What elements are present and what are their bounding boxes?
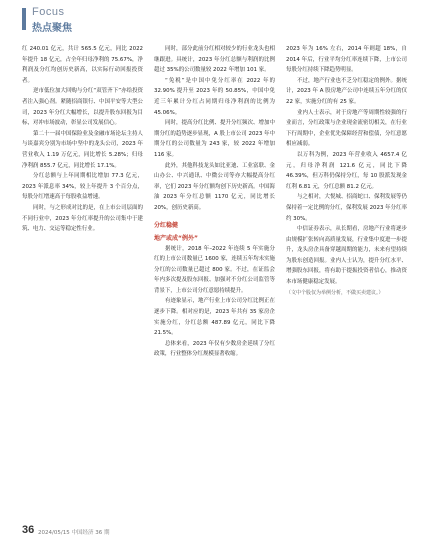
paragraph: 以万科为例，2023 年营业收入 4657.4 亿元，归母净利润 121.6 亿元，同比下降 46.39%，但万科仍保持分红，每 10 股派发现金红利 6.81 元，分红总额 81.2 亿元。	[286, 151, 407, 190]
paragraph: 总体来看，2023 年仅有少数房企延续了分红政策，行业整体分红规模显著收缩。	[154, 340, 275, 358]
paragraph: 同时，提高分红比例、提升分红频次、增加中期分红的趋势逐步显现，A 股上市公司 2023 年中期分红的公司数量为 243 家，较 2022 年增加 116 家。	[154, 120, 275, 158]
paragraph: “免税”是中国中免分红率在 2022 年的 32.90% 提升至 2023 年的 50.85%，中国中免近三年累计分红占同期归母净利润的比例为 45.06%。	[154, 77, 275, 116]
paragraph: 同时，与之形成对比的是，在上市公司层面的不同行业中，2023 年分红率提升的公司集中于建筑、电力、交运等稳定性行业。	[22, 204, 143, 233]
column-3	[286, 44, 407, 516]
section-heading-line-1: 分红稳健	[154, 221, 179, 229]
paragraph: 分红总额与上年同期相比增加 77.3 亿元，2023 年派息率 34%，较上年提升 3 个百分点，每股分红增速高于每股收益增速。	[22, 173, 143, 201]
section-label-en: Focus	[32, 6, 65, 18]
paragraph: 中信证券表示，从长期看，房地产行业将逐步由规模扩张转向高质量发展，行业集中度进一步提升，龙头房企具备穿越周期的能力，未来有望持续为股东创造回报。业内人士认为，提升分红水平、增强股东回报，将有助于提振投资者信心，推动资本市场健康稳定发展。	[286, 226, 407, 286]
paragraph: 第二十一届中国保险业及金融市场论坛主持人与谈嘉宾分别为市场中坚中的龙头公司，2023 年营业收入 1.19 万亿元，同比增长 5.28%；归母净利润 855.7 亿元，同比增长 17.1%。	[22, 130, 143, 169]
header-accent-bar	[22, 8, 26, 30]
section-label-cn: 热点聚焦	[32, 23, 72, 34]
issue-info: 2024/05/15 中国经济 36 期	[38, 530, 110, 536]
article-body	[22, 44, 408, 516]
page-number: 36	[22, 524, 35, 536]
paragraph: 此外，其他科技龙头如比亚迪、工业富联、金山办公、中兴通讯、中微公司等亦大幅提高分红率，它们 2023 年分红额均创下历史新高。中国海油 2023 年分红总额 1170 亿元，同比增长 20%，创历史新高。	[154, 162, 275, 211]
paragraph: 据统计，2018 年–2022 年连续 5 年实施分红的上市公司数量已 1600 家，连续五年均未实施分红的公司数量已超过 800 家。不过，在证监会年内多次提及股东回报、加强对不分红公司监管等背景下，上市公司分红意愿持续提升。	[154, 245, 275, 294]
paragraph: 2023 年为 16% 左右，2014 年则超 18%，自 2014 年后，行业平均分红率连续下降，上市公司每股分红持续下降趋势明显。	[286, 46, 407, 74]
paragraph: 有迹象显示，地产行业上市公司分红比例正在逐步下降。相对应的是，2023 年共有 35 家房企实施分红，分红总额 487.89 亿元，同比下降 21.5%。	[154, 298, 275, 337]
column-1	[22, 44, 143, 516]
page-footer	[22, 524, 408, 538]
column-2	[154, 44, 275, 516]
paragraph: 业内人士表示，对于房地产等周期性较强的行业而言，分红政策与企业现金流密切相关，在行业下行周期中，企业优先保障经营和偿债，分红意愿相应减弱。	[286, 109, 407, 148]
paragraph: 逆市低位加大回购与分红“双管齐下”亦给投资者注入强心剂。紧随招商银行、中国平安等大型公司，2023 年分红大幅增长，以提升股东回报为目标，对冲市场波动，彰显公司发展信心。	[22, 88, 143, 127]
paragraph: 与之相对，大悦城、招商蛇口、保利发展等仍保持着一定比例的分红，保利发展 2023 年分红率约 30%。	[286, 194, 407, 222]
paragraph: 不过，地产行业也不乏分红稳定的例外。据统计，2023 年 A 股房地产公司中连续五年分红的仅 22 家，实施分红的有 25 家。	[286, 77, 407, 105]
paragraph: 同时，部分此前分红相对较少的行业龙头也相继跟进。具统计，2023 年分红总额与利润的比例超过 35%的公司数量较 2022 年增加 101 家。	[154, 46, 275, 74]
paragraph: 红 240.01 亿元，共计 565.5 亿元，同比 2022 年提升 18 亿元，占全年归母净利的 75.67%，净利润及分红均创历史新高，以实际行动回报投资者。	[22, 46, 143, 84]
section-heading-line-2: 地产或成“例外”	[154, 234, 198, 242]
page-header	[0, 0, 427, 38]
disclaimer-note: （文中个股仅为举例分析，不做买卖建议。）	[286, 289, 384, 296]
